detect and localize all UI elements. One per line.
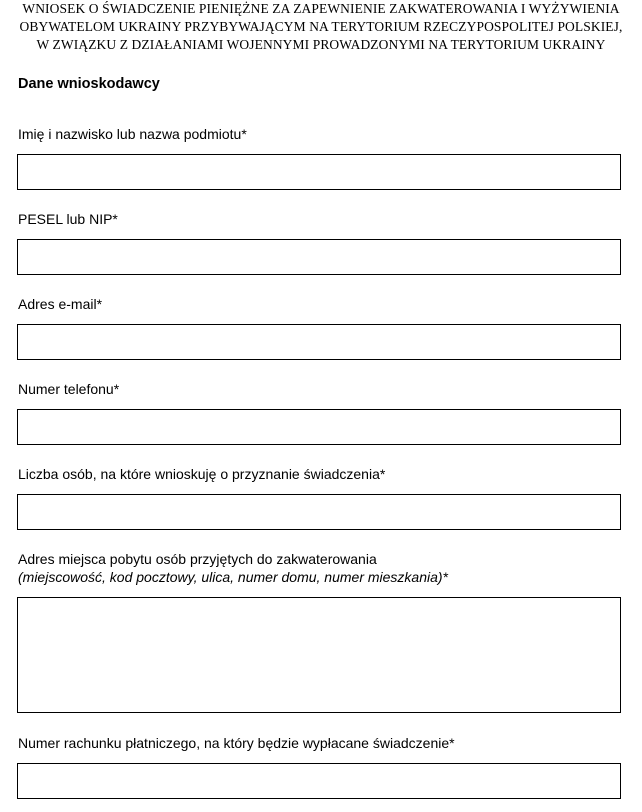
address-label-text: Adres miejsca pobytu osób przyjętych do zakwaterowania <box>18 551 377 567</box>
persons-count-field[interactable] <box>17 494 621 530</box>
address-field[interactable] <box>17 597 621 713</box>
section-title: Dane wnioskodawcy <box>18 76 160 92</box>
email-label: Adres e-mail* <box>18 296 103 312</box>
form-title-line-1: WNIOSEK O ŚWIADCZENIE PIENIĘŻNE ZA ZAPEWNIENIE ZAKWATEROWANIA I WYŻYWIENIA <box>22 1 620 16</box>
form-title-line-3: W ZWIĄZKU Z DZIAŁANIAMI WOJENNYMI PROWADZONYMI NA TERYTORIUM UKRAINY <box>36 37 606 52</box>
account-number-field[interactable] <box>17 763 621 799</box>
account-number-label: Numer rachunku płatniczego, na który będzie wypłacane świadczenie* <box>18 735 455 751</box>
name-field[interactable] <box>17 154 621 190</box>
persons-count-label: Liczba osób, na które wnioskuję o przyznanie świadczenia* <box>18 466 386 482</box>
phone-field[interactable] <box>17 409 621 445</box>
form-title <box>0 0 642 54</box>
phone-label: Numer telefonu* <box>18 381 120 397</box>
pesel-nip-field[interactable] <box>17 239 621 275</box>
email-field[interactable] <box>17 324 621 360</box>
address-hint: (miejscowość, kod pocztowy, ulica, numer domu, numer mieszkania)* <box>18 569 449 585</box>
pesel-nip-label: PESEL lub NIP* <box>18 211 118 227</box>
form-title-line-2: OBYWATELOM UKRAINY PRZYBYWAJĄCYM NA TERYTORIUM RZECZYPOSPOLITEJ POLSKIEJ, <box>19 19 623 34</box>
address-label <box>18 550 448 586</box>
name-label: Imię i nazwisko lub nazwa podmiotu* <box>18 126 247 142</box>
